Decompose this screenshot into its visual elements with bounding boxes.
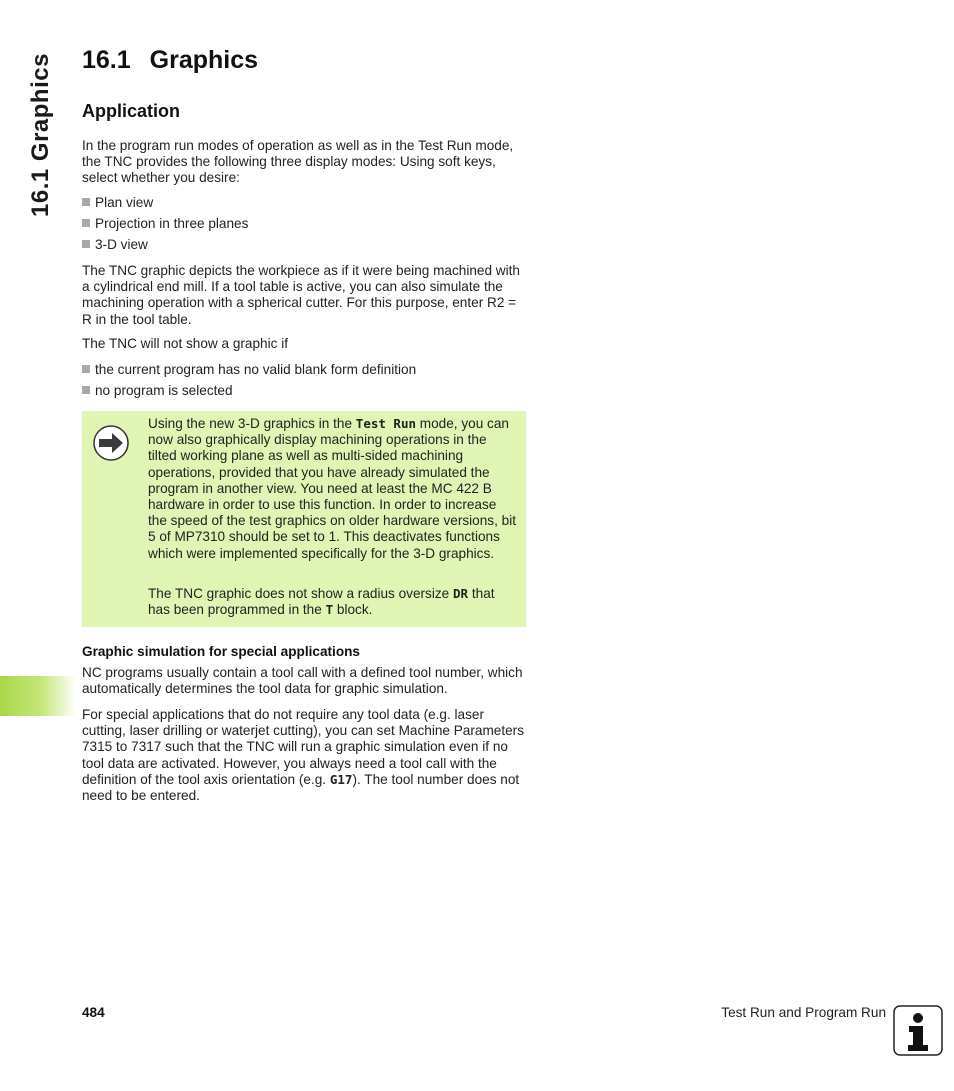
- note-box: [82, 411, 526, 627]
- info-icon: [893, 1005, 943, 1056]
- subheading-application: Application: [82, 101, 180, 121]
- bullet-square-icon: [82, 219, 90, 227]
- no-graphic-intro: The TNC will not show a graphic if: [82, 336, 289, 351]
- list-item: Plan view: [82, 195, 526, 211]
- bullet-square-icon: [82, 386, 90, 394]
- page-number: 484: [82, 1005, 105, 1020]
- intro-paragraph: In the program run modes of operation as well as in the Test Run mode, the TNC provides the following three display modes: Using soft keys, select whether you desire:: [82, 138, 514, 186]
- subheading-special-applications: Graphic simulation for special applications: [82, 644, 360, 659]
- note-paragraph-2: The TNC graphic does not show a radius oversize DR that has been programmed in the T block.: [148, 586, 495, 618]
- footer-chapter-title: Test Run and Program Run: [721, 1005, 886, 1020]
- special-paragraph-1: NC programs usually contain a tool call with a defined tool number, which automatically determines the tool data for graphic simulation.: [82, 665, 523, 697]
- chapter-tab-marker: [0, 676, 76, 716]
- page-title: [82, 46, 258, 75]
- bullet-square-icon: [82, 198, 90, 206]
- bullet-square-icon: [82, 365, 90, 373]
- list-item: the current program has no valid blank form definition: [82, 362, 526, 378]
- list-item: 3-D view: [82, 237, 526, 253]
- note-paragraph-1: Using the new 3-D graphics in the Test Run mode, you can now also graphically display machining operations in the tilted working plane as well as multi-sided machining operations, provided that you have already simulated the program in another view. You need at least the MC 422 B hardware in order to use this function. In order to increase the speed of the test graphics on older hardware versions, bit 5 of MP7310 should be set to 1. This deactivates functions which were implemented specifically for the 3-D graphics.: [148, 416, 517, 561]
- arrow-right-icon: [92, 424, 130, 462]
- section-number: 16.1: [82, 46, 131, 74]
- side-chapter-title: [24, 50, 58, 220]
- code-dr: DR: [453, 586, 469, 601]
- list-item: no program is selected: [82, 383, 526, 399]
- code-test-run: Test Run: [355, 416, 417, 431]
- bullet-square-icon: [82, 240, 90, 248]
- code-g17: G17: [329, 771, 353, 787]
- special-paragraph-2: For special applications that do not require any tool data (e.g. laser cutting, laser drilling or waterjet cutting), you can set Machine Parameters 7315 to 7317 such that the TNC will run a graphic simulation even if no tool data are activated. However, you always need a tool call with the definition of the tool axis orientation (e.g. G17). The tool number does not need to be entered.: [82, 707, 524, 804]
- graphic-paragraph: The TNC graphic depicts the workpiece as if it were being machined with a cylindrical end mill. If a tool table is active, you can also simulate the machining operation with a spherical cutter. For this purpose, enter R2 = R in the tool table.: [82, 263, 520, 327]
- side-chapter-title-text: 16.1 Graphics: [27, 53, 55, 217]
- list-item: Projection in three planes: [82, 216, 526, 232]
- code-t: T: [325, 602, 334, 618]
- section-title: Graphics: [149, 46, 259, 74]
